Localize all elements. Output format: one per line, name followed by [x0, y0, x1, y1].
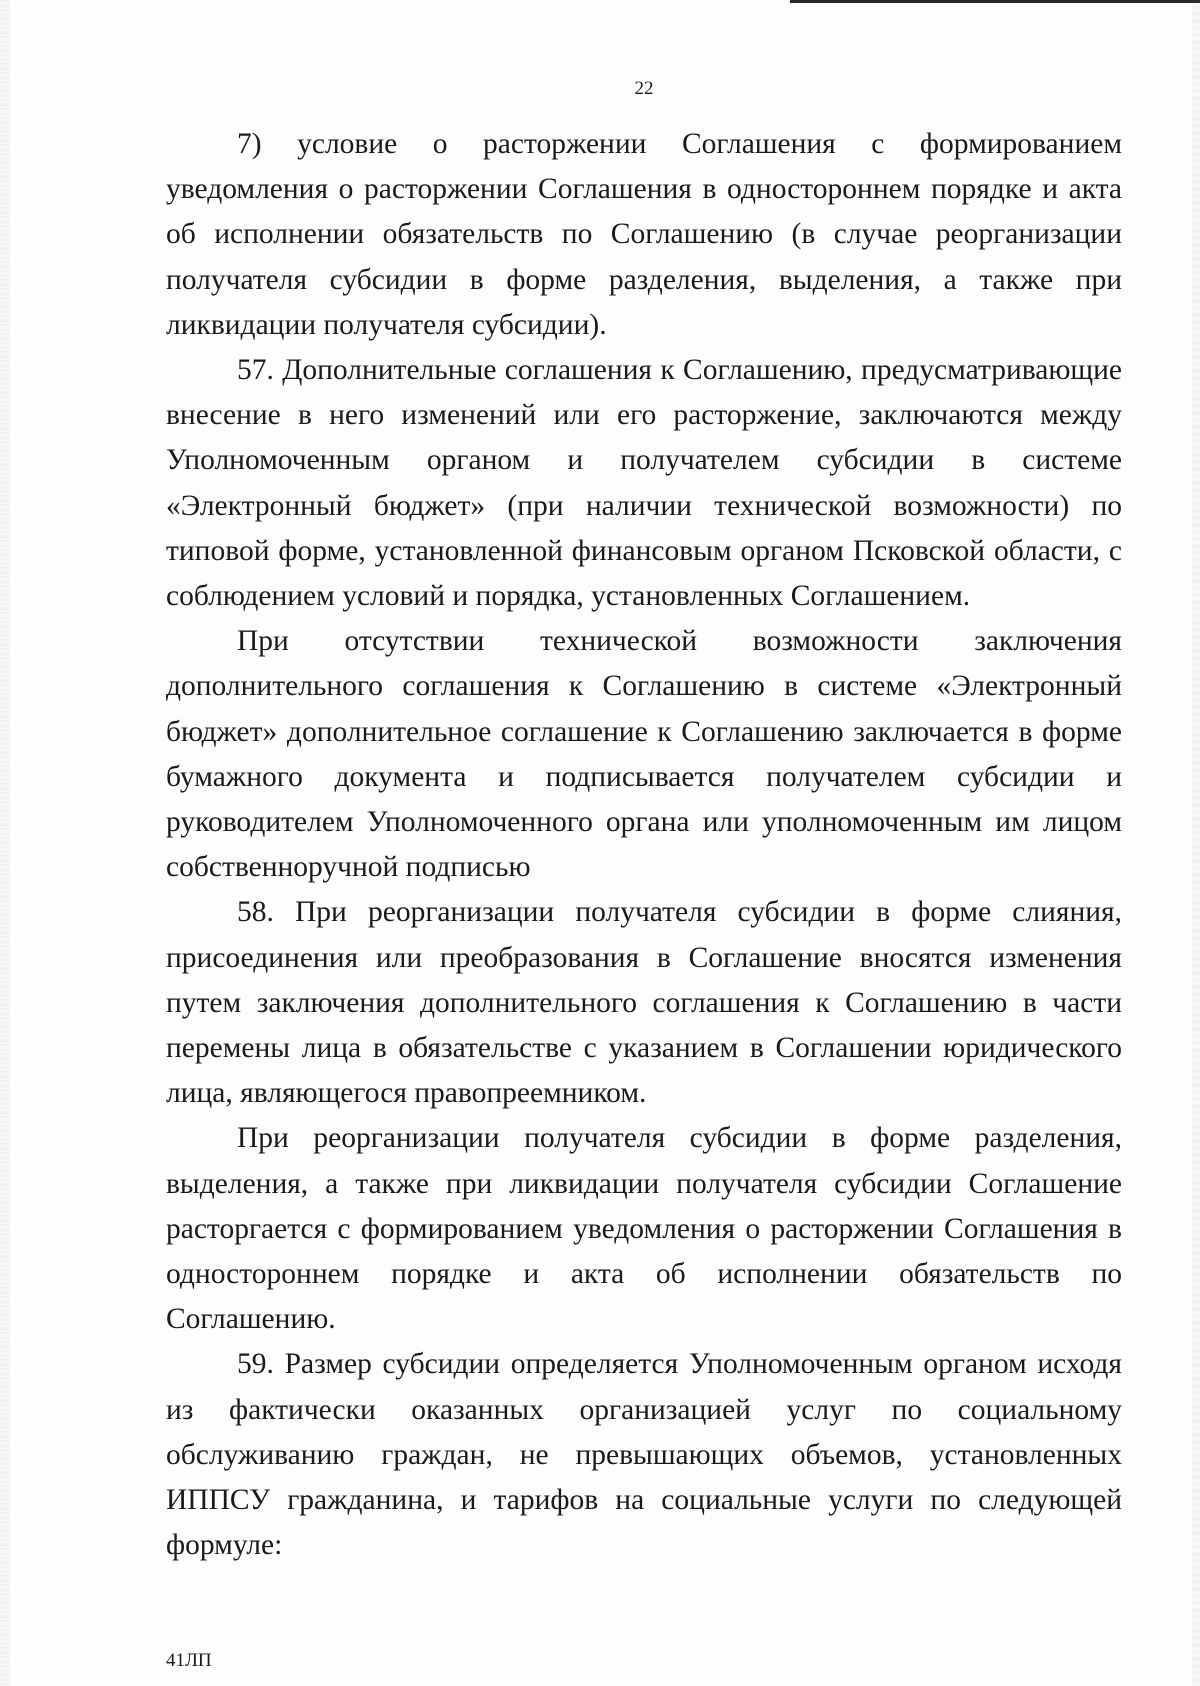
paragraph: При реорганизации получателя субсидии в форме разделения, выделения, а также при ликвидации получателя субсидии Соглашение расторгается с формированием уведомления о расторжении Соглашения в одностороннем порядке и акта об исполнении обязательств по Соглашению. — [166, 1122, 1122, 1336]
scan-edge-left — [0, 0, 10, 1686]
paragraph: 57. Дополнительные соглашения к Соглашению, предусматривающие внесение в него изменений или его расторжение, заключаются между Уполномоченным органом и получателем субсидии в системе «Электронный бюджет» (при наличии технической возможности) по типовой форме, установленной финансовым органом Псковской области, с соблюдением условий и порядка, установленных Соглашением. — [166, 354, 1122, 613]
scan-top-bar — [790, 0, 1200, 3]
page-number: 22 — [634, 78, 654, 99]
paragraph: При отсутствии технической возможности заключения дополнительного соглашения к Соглашению в системе «Электронный бюджет» дополнительное соглашение к Соглашению заключается в форме бумажного документа и подписывается получателем субсидии и руководителем Уполномоченного органа или уполномоченным им лицом собственноручной подписью — [166, 625, 1122, 884]
scan-edge-right — [1192, 0, 1200, 1686]
document-body — [166, 122, 1122, 1569]
paragraph: 58. При реорганизации получателя субсидии в форме слияния, присоединения или преобразования в Соглашение вносятся изменения путем заключения дополнительного соглашения к Соглашению в части перемены лица в обязательстве с указанием в Соглашении юридического лица, являющегося правопреемником. — [166, 896, 1122, 1110]
footer-document-code: 41ЛП — [166, 1650, 212, 1671]
paragraph: 7) условие о расторжении Соглашения с формированием уведомления о расторжении Соглашения в одностороннем порядке и акта об исполнении обязательств по Соглашению (в случае реорганизации получателя субсидии в форме разделения, выделения, а также при ликвидации получателя субсидии). — [166, 128, 1122, 341]
paragraph: 59. Размер субсидии определяется Уполномоченным органом исходя из фактически оказанных организацией услуг по социальному обслуживанию граждан, не превышающих объемов, установленных ИППСУ гражданина, и тарифов на социальные услуги по следующей формуле: — [166, 1348, 1122, 1562]
